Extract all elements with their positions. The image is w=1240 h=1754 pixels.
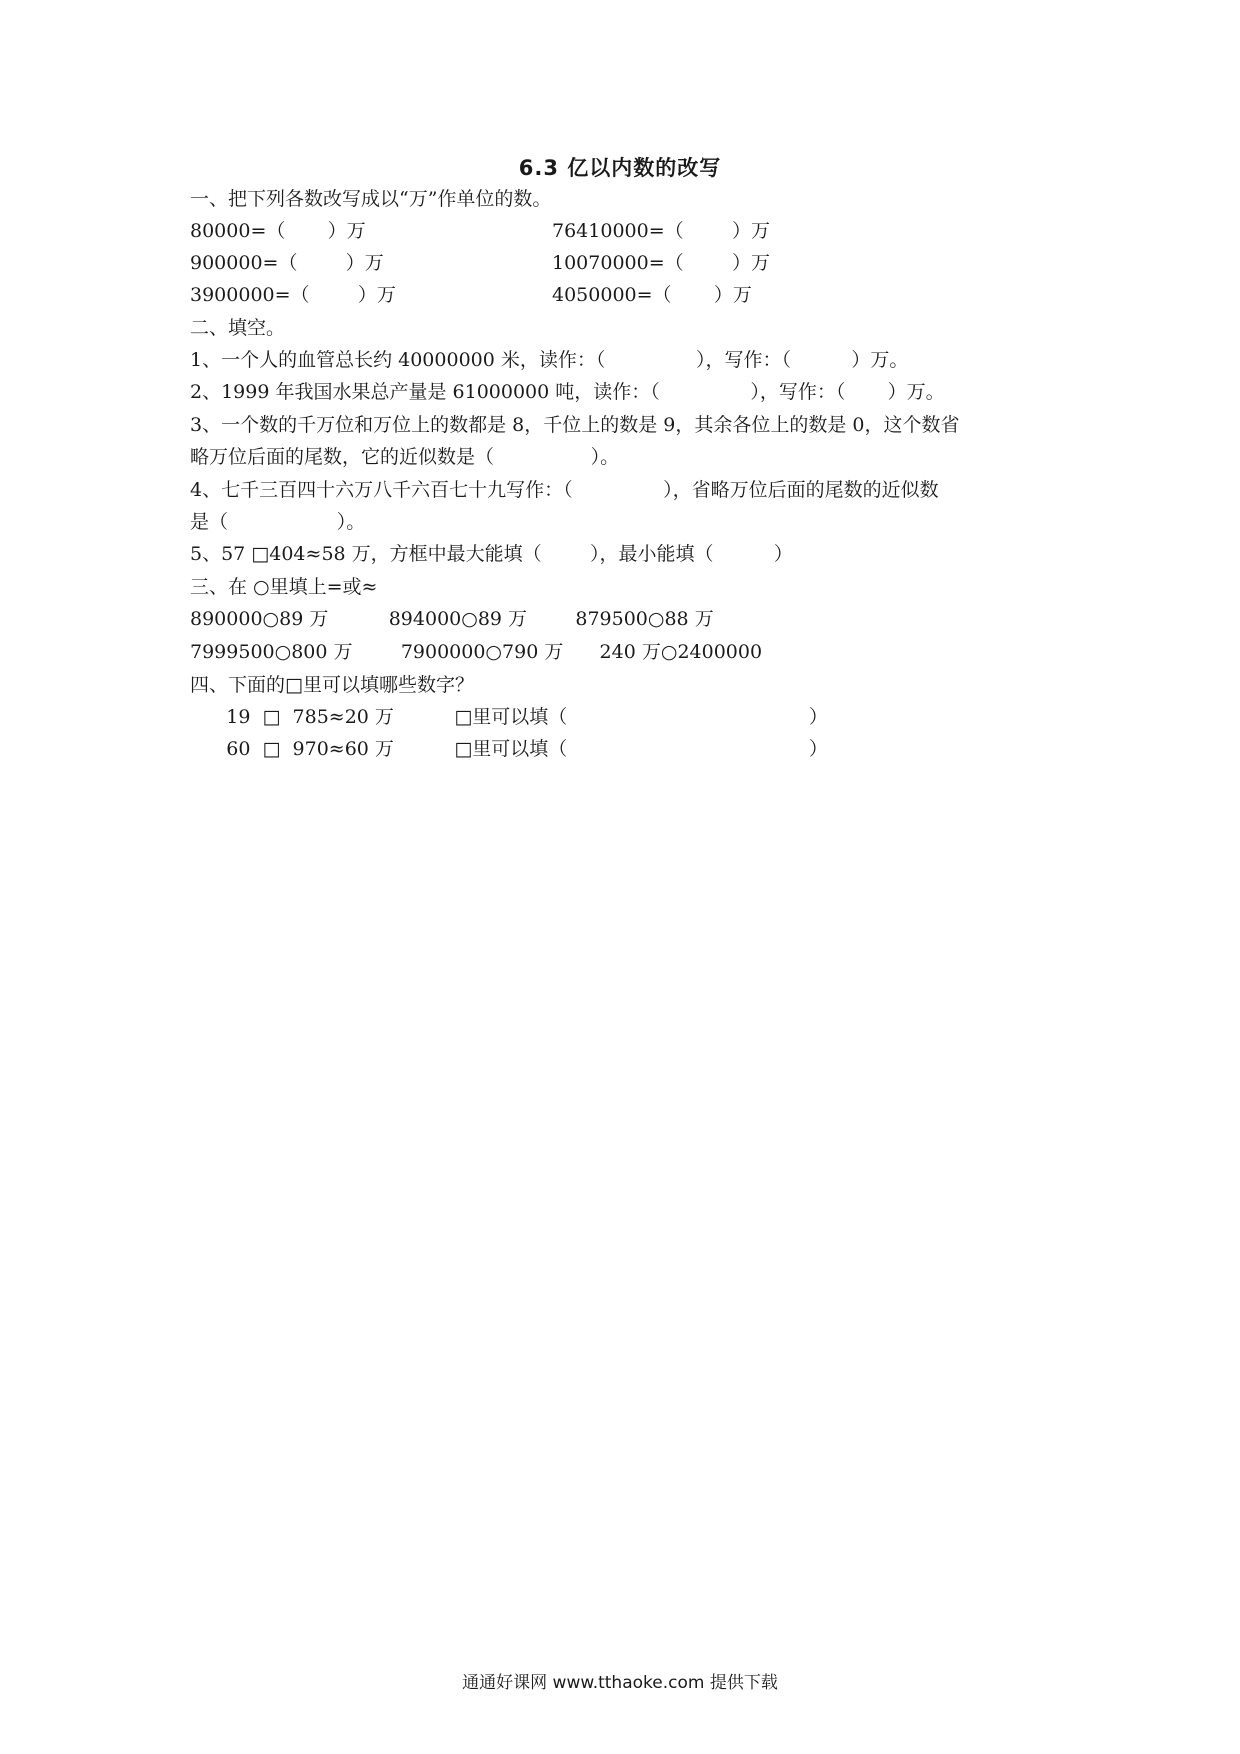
s1-row3-left: 3900000=（ ）万 (190, 284, 396, 306)
s1-row1-left: 80000=（ ）万 (190, 220, 366, 242)
s2-question-1: 1、一个人的血管总长约 40000000 米，读作：（ ），写作：（ ）万。 (190, 349, 909, 371)
s1-row2-left: 900000=（ ）万 (190, 252, 384, 274)
s2-question-3b: 略万位后面的尾数，它的近似数是（ ）。 (190, 446, 620, 468)
section3-heading: 三、在 ○里填上=或≈ (190, 576, 378, 598)
s1-row1-right: 76410000=（ ）万 (552, 220, 770, 242)
s2-question-5: 5、57 □404≈58 万，方框中最大能填（ ），最小能填（ ） (190, 543, 793, 565)
footer-credit: 通通好课网 www.tthaoke.com 提供下载 (462, 1673, 778, 1693)
s2-question-2: 2、1999 年我国水果总产量是 61000000 吨，读作：（ ），写作：（ ）万。 (190, 381, 945, 403)
s2-question-4b: 是（ ）。 (190, 511, 366, 533)
s4-question-2: 60 □ 970≈60 万 □里可以填（ ） (190, 738, 828, 760)
s2-question-3a: 3、一个数的千万位和万位上的数都是 8，千位上的数是 9，其余各位上的数是 0，这个数省 (190, 414, 960, 436)
page-title: 6.3 亿以内数的改写 (518, 156, 722, 180)
section2-heading: 二、填空。 (190, 317, 286, 339)
s3-row-1: 890000○89 万 894000○89 万 879500○88 万 (190, 608, 714, 630)
s1-row3-right: 4050000=（ ）万 (552, 284, 752, 306)
s1-row2-right: 10070000=（ ）万 (552, 252, 770, 274)
section4-heading: 四、下面的□里可以填哪些数字？ (190, 674, 474, 696)
s3-row-2: 7999500○800 万 7900000○790 万 240 万○2400000 (190, 641, 763, 663)
s2-question-4a: 4、七千三百四十六万八千六百七十九写作：（ ），省略万位后面的尾数的近似数 (190, 479, 939, 501)
s4-question-1: 19 □ 785≈20 万 □里可以填（ ） (190, 706, 828, 728)
section1-heading: 一、把下列各数改写成以“万”作单位的数。 (190, 188, 552, 210)
